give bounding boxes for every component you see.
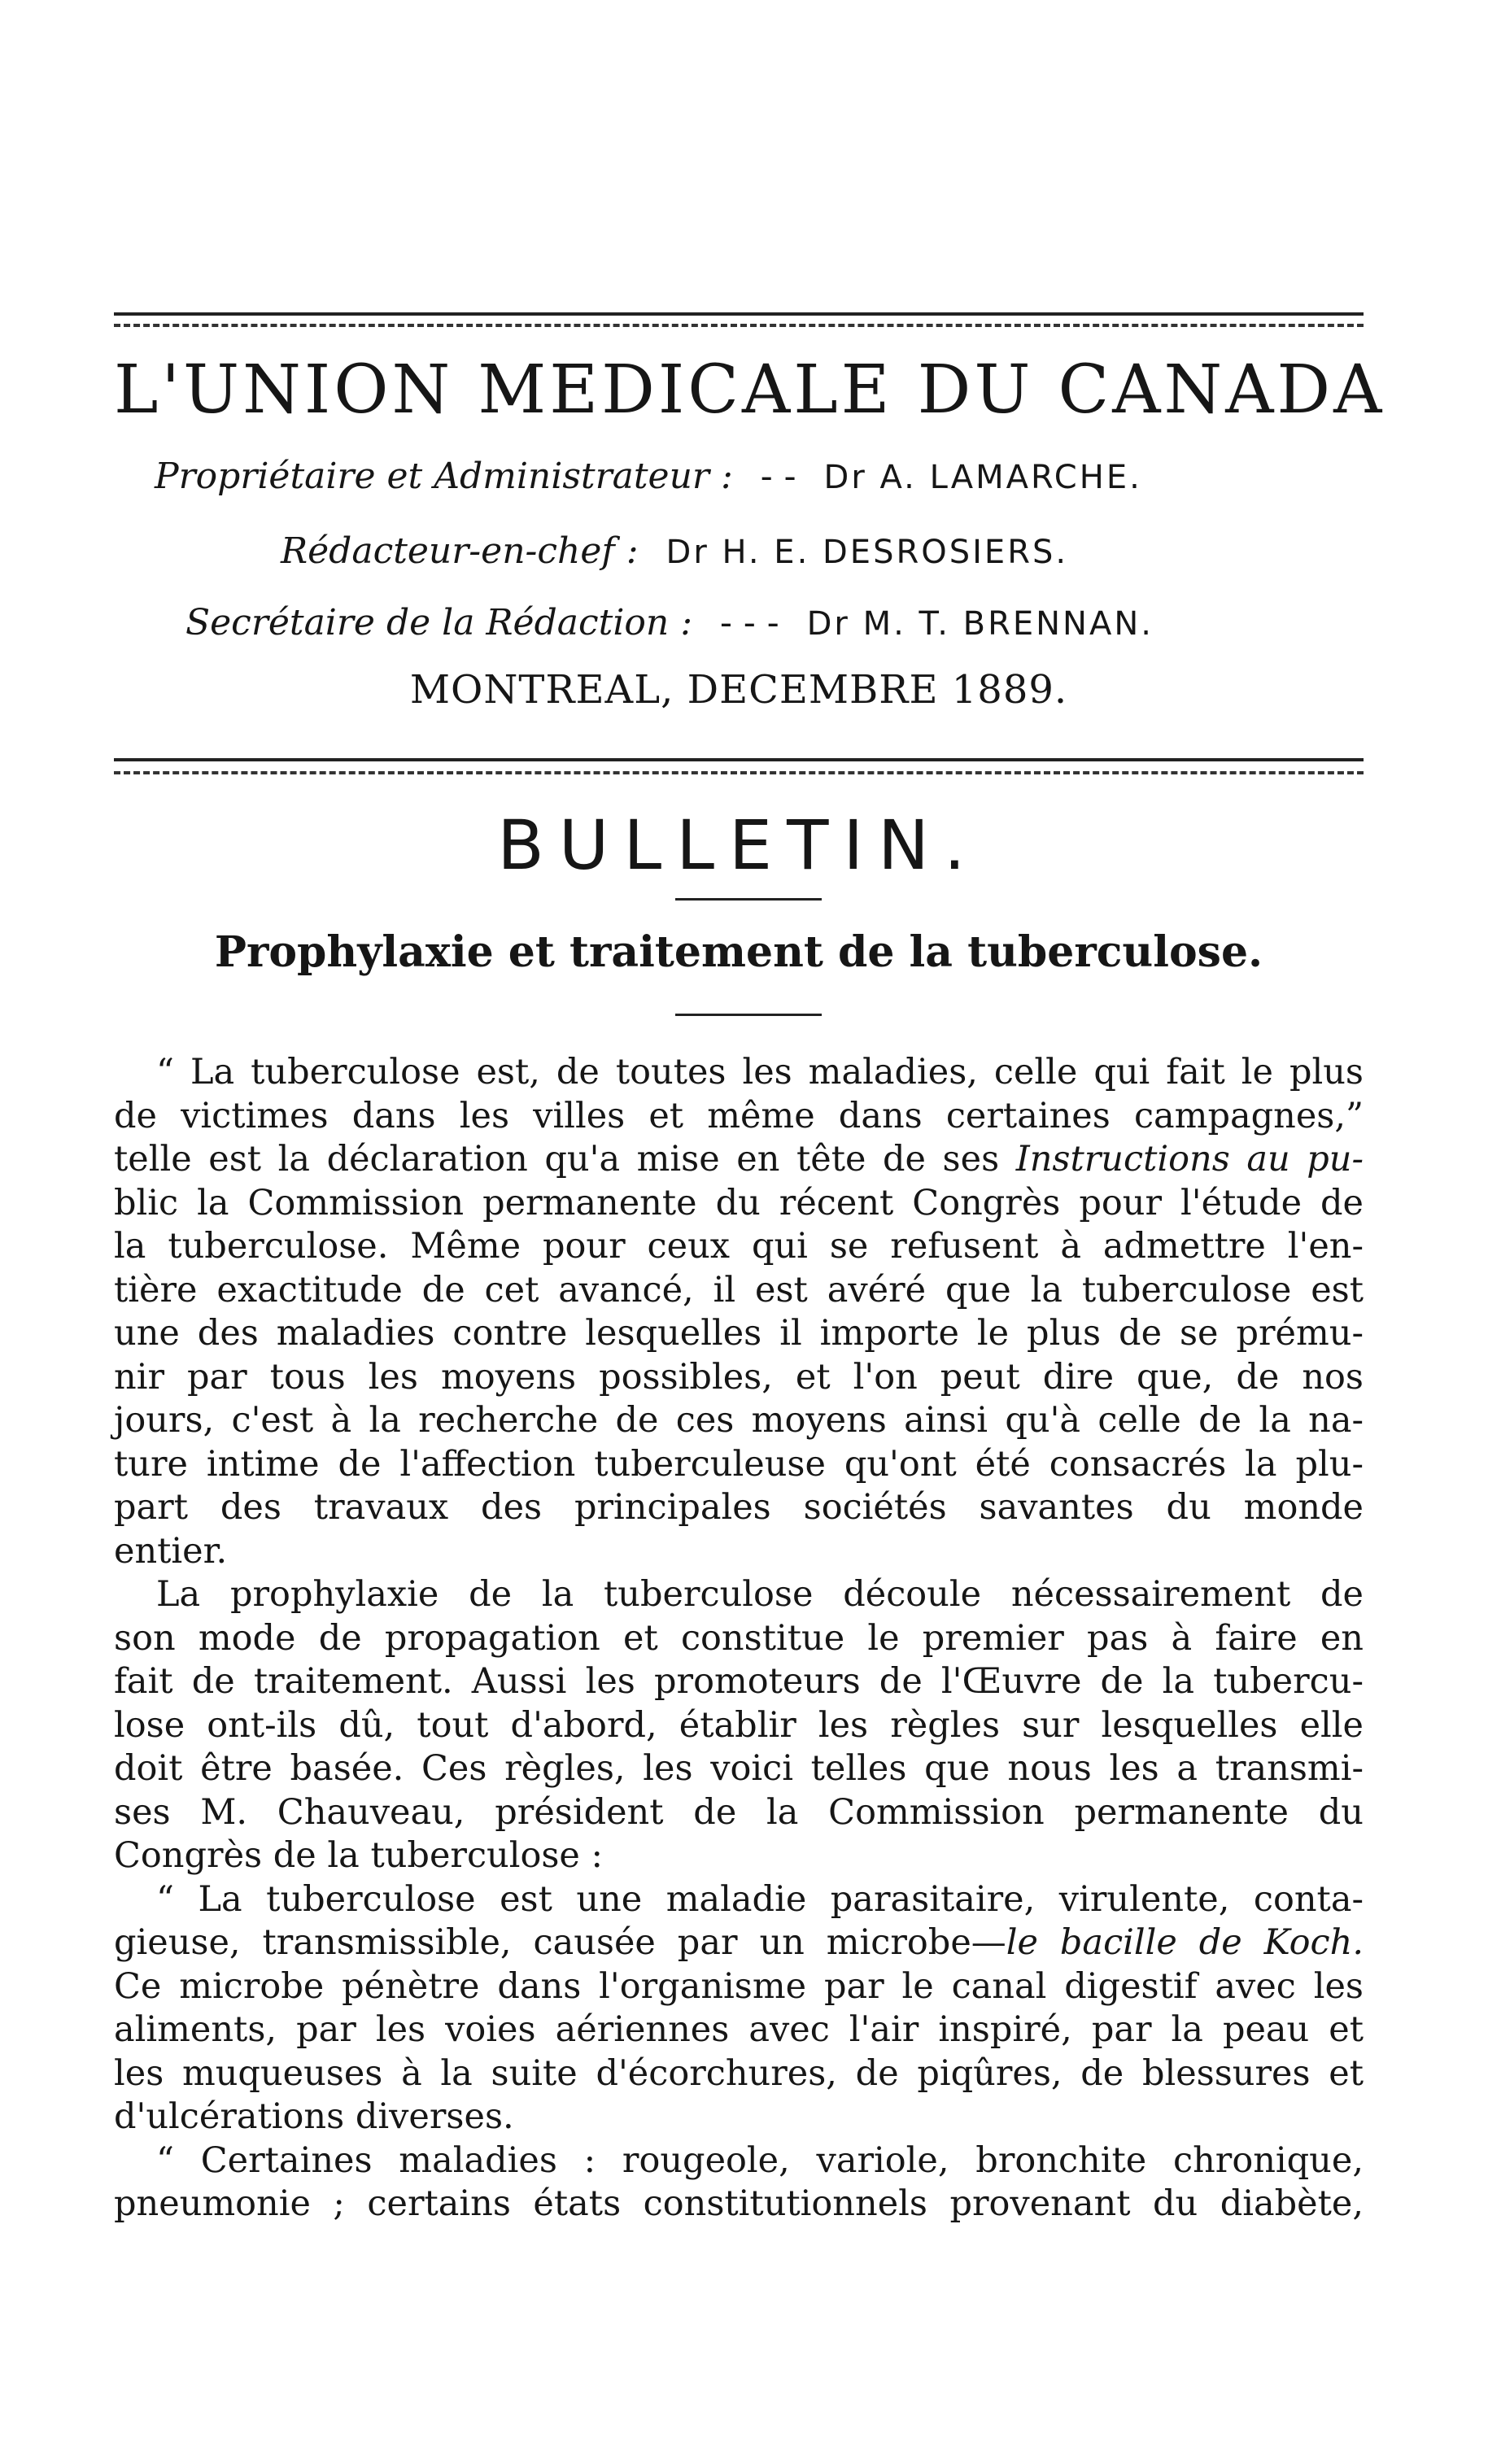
title-rule-bottom xyxy=(675,1014,822,1016)
staff-line-secretary xyxy=(185,602,1154,643)
mid-rule xyxy=(114,758,1364,761)
text-line xyxy=(114,1182,1364,1226)
text-line: une des maladies contre lesquelles il importe le plus de se prému- xyxy=(114,1313,1364,1354)
mid-rule-dashed xyxy=(114,771,1364,774)
journal-title: L'UNION MEDICALE DU CANADA xyxy=(114,351,1385,429)
dateline: MONTREAL, DECEMBRE 1889. xyxy=(409,667,1068,713)
italic-run: le bacille de Koch. xyxy=(1006,1922,1364,1963)
text-line: “ La tuberculose est une maladie parasitaire, virulente, conta- xyxy=(156,1878,1364,1920)
top-rule xyxy=(114,312,1364,316)
text-line: jours, c'est à la recherche de ces moyens ainsi qu'à celle de la na- xyxy=(114,1400,1364,1441)
text-run: telle est la déclaration qu'a mise en tête de ses xyxy=(114,1139,1016,1180)
staff-name: Dr M. T. BRENNAN. xyxy=(806,605,1154,643)
staff-line-editor xyxy=(281,530,1068,572)
text-line: entier. xyxy=(114,1530,228,1572)
text-line: d'ulcérations diverses. xyxy=(114,2096,514,2137)
text-line: “ La tuberculose est, de toutes les maladies, celle qui fait le plus xyxy=(156,1052,1364,1092)
text-line xyxy=(114,1138,1364,1182)
staff-role: Propriétaire et Administrateur : xyxy=(155,456,733,497)
text-line: de victimes dans les villes et même dans certaines campagnes,” xyxy=(114,1095,1364,1136)
text-line: la tuberculose. Même pour ceux qui se refusent à admettre l'en- xyxy=(114,1226,1364,1267)
text-line xyxy=(114,1921,1364,1965)
article-body xyxy=(114,1051,1364,2226)
text-line: ses M. Chauveau, président de la Commission permanente du xyxy=(114,1791,1364,1833)
text-line: ture intime de l'affection tuberculeuse qu'ont été consacrés la plu- xyxy=(114,1443,1364,1485)
italic-run: Instructions au pu- xyxy=(1015,1139,1364,1180)
article-title: Prophylaxie et traitement de la tuberculose. xyxy=(214,927,1263,977)
staff-name: Dr A. LAMARCHE. xyxy=(823,459,1142,496)
staff-separator: - - xyxy=(760,456,796,497)
staff-role: Secrétaire de la Rédaction : xyxy=(185,602,693,643)
text-line: La prophylaxie de la tuberculose découle nécessairement de xyxy=(156,1574,1364,1615)
staff-line-proprietor xyxy=(155,456,1142,497)
text-line: nir par tous les moyens possibles, et l'on peut dire que, de nos xyxy=(114,1356,1364,1398)
staff-role: Rédacteur-en-chef : xyxy=(281,530,639,572)
text-line: fait de traitement. Aussi les promoteurs de l'Œuvre de la tubercu- xyxy=(114,1661,1364,1702)
text-line: son mode de propagation et constitue le premier pas à faire en xyxy=(114,1617,1364,1659)
text-line: tière exactitude de cet avancé, il est avéré que la tuberculose est xyxy=(114,1269,1364,1310)
text-line: lose ont-ils dû, tout d'abord, établir les règles sur lesquelles elle xyxy=(114,1704,1364,1746)
top-rule-dashed xyxy=(114,324,1364,327)
text-run: blic la Commission permanente du récent Congrès pour l'étude de xyxy=(114,1182,1364,1223)
text-line: part des travaux des principales sociétés savantes du monde xyxy=(114,1487,1364,1528)
text-line: “ Certaines maladies : rougeole, variole, bronchite chronique, xyxy=(156,2139,1364,2181)
text-run: gieuse, transmissible, causée par un microbe— xyxy=(114,1922,1006,1963)
staff-name: Dr H. E. DESROSIERS. xyxy=(665,534,1069,571)
title-rule-top xyxy=(675,898,822,901)
text-line: Congrès de la tuberculose : xyxy=(114,1835,604,1876)
text-line: les muqueuses à la suite d'écorchures, de piqûres, de blessures et xyxy=(114,2052,1364,2094)
text-line: Ce microbe pénètre dans l'organisme par le canal digestif avec les xyxy=(114,1965,1364,2007)
text-line: doit être basée. Ces règles, les voici telles que nous les a transmi- xyxy=(114,1748,1364,1789)
text-line: pneumonie ; certains états constitutionnels provenant du diabète, xyxy=(114,2183,1364,2224)
section-heading: BULLETIN. xyxy=(497,805,980,885)
text-line: aliments, par les voies aériennes avec l'air inspiré, par la peau et xyxy=(114,2009,1364,2050)
staff-separator: - - - xyxy=(720,602,779,643)
